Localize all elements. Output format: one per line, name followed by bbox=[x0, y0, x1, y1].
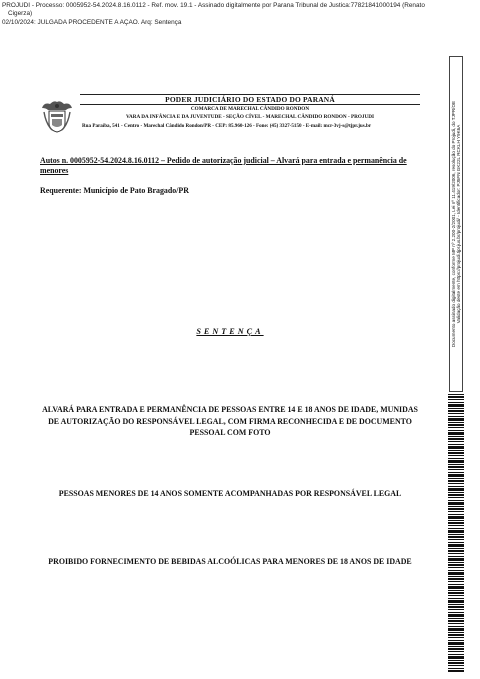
stamp-line1: Documento assinado digitalmente, conforme MP nº 2.200-2/2001, Lei nº 11.419/2006, resolução do Projudi, do TJPR/OE bbox=[450, 100, 456, 348]
stamp-line2: Validação deste em https://projudi.tjpr.jus.br/projudi/ - Identificador: PJ5FN GK22L RCKLH Y9K6A bbox=[456, 124, 461, 324]
alvara-block: ALVARÁ PARA ENTRADA E PERMANÊNCIA DE PESSOAS ENTRE 14 E 18 ANOS DE IDADE, MUNIDAS DE AUTORIZAÇÃO DO RESPONSÁVEL LEGAL, COM FIRMA RECONHECIDA E DE DOCUMENTO PESSOAL COM FOTO bbox=[42, 405, 418, 438]
vara-name: VARA DA INFÂNCIA E DA JUVENTUDE - SEÇÃO CÍVEL - MARECHAL CÂNDIDO RONDON - PROJUDI bbox=[125, 114, 375, 120]
process-header-line2: Cigerza) bbox=[8, 10, 33, 18]
process-header-line1: PROJUDI - Processo: 0005952-54.2024.8.16.0112 - Ref. mov. 19.1 - Assinado digitalmente por Parana Tribunal de Justica:77821841000194 (Renato bbox=[2, 2, 425, 9]
document-title: SENTENÇA bbox=[196, 327, 264, 336]
signature-stamp-text bbox=[451, 59, 461, 389]
menores-block: PESSOAS MENORES DE 14 ANOS SOMENTE ACOMPANHADAS POR RESPONSÁVEL LEGAL bbox=[58, 489, 402, 498]
letterhead bbox=[40, 94, 420, 146]
requerente: Requerente: Município de Pato Bragado/PR bbox=[40, 186, 189, 195]
process-header bbox=[2, 2, 442, 27]
process-header-line3: 02/10/2024: JULGADA PROCEDENTE A AÇÃO. Arq: Sentença bbox=[2, 18, 182, 26]
bebidas-block: PROIBIDO FORNECIMENTO DE BEBIDAS ALCOÓLICAS PARA MENORES DE 18 ANOS DE IDADE bbox=[48, 557, 412, 566]
parana-coat-of-arms-icon bbox=[40, 98, 74, 134]
signature-stamp bbox=[449, 56, 463, 392]
court-name: PODER JUDICIÁRIO DO ESTADO DO PARANÁ bbox=[165, 95, 335, 104]
comarca-name: COMARCA DE MARECHAL CÂNDIDO RONDON bbox=[190, 106, 310, 112]
court-address: Rua Paraíba, 541 - Centro - Marechal Cândido Rondon/PR - CEP: 85.960-126 - Fone: (45) 3327-5150 - E-mail: mcr-3vj-s@tjpr.jus.br bbox=[82, 123, 372, 129]
letterhead-middle-rule bbox=[80, 104, 420, 105]
case-number: Autos n. 0005952-54.2024.8.16.0112 – Pedido de autorização judicial – Alvará para entrada e permanência de menores bbox=[40, 156, 407, 175]
barcode-icon bbox=[448, 394, 464, 672]
